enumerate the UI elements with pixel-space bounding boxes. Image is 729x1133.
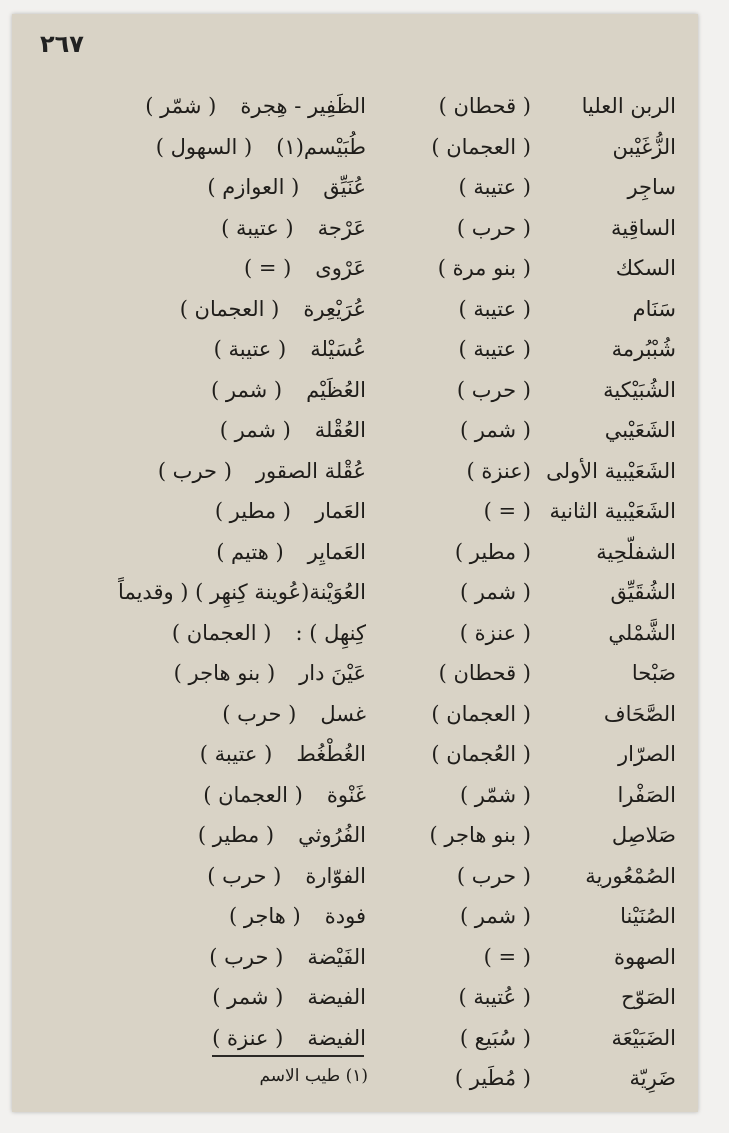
list-item — [346, 491, 676, 532]
tribe-name: ( بنو هاجر ) — [429, 823, 531, 848]
list-item — [346, 248, 676, 289]
place-name: الشَعَيْبية الأولى — [546, 458, 676, 483]
tribe-name: ( شمر ) — [219, 418, 291, 443]
place-name: الشفلّحِية — [596, 539, 676, 564]
tribe-name: ( عتيبة ) — [199, 742, 273, 767]
place-name: العُظَيْم — [306, 377, 366, 402]
place-name: صَلاصِل — [611, 823, 676, 848]
list-item — [26, 977, 366, 1018]
place-name: الصَّحَاف — [603, 701, 676, 726]
place-name: الصهوة — [614, 944, 676, 969]
tribe-name: ( شمر ) — [459, 418, 531, 443]
place-name: ضَرِيّة — [629, 1066, 676, 1091]
place-name: عَيْنَ دار — [299, 661, 366, 686]
tribe-name: ( قحطان ) — [438, 94, 531, 119]
right-column — [346, 86, 676, 1099]
list-item — [346, 1058, 676, 1099]
place-name: الفيضة — [307, 1025, 366, 1050]
tribe-name: ( العجمان ) — [431, 134, 531, 159]
place-name: عُقْلة الصقور — [255, 458, 366, 483]
place-name: غَنْوة — [326, 782, 366, 807]
tribe-name: ( حرب ) — [207, 863, 282, 888]
list-item — [346, 167, 676, 208]
place-name: فودة — [324, 904, 366, 929]
list-item — [26, 613, 366, 654]
tribe-name: ( عتيبة ) — [213, 337, 287, 362]
place-name: العُقْلة — [314, 418, 366, 443]
place-name: الشُقَيِّق — [610, 580, 676, 605]
tribe-name: ( السهول ) — [155, 134, 253, 159]
place-name: الغُطْغُط — [296, 742, 366, 767]
list-item — [26, 572, 366, 613]
place-name: الصُمْعُورية — [585, 863, 676, 888]
tribe-name: ( عتيبة ) — [458, 175, 531, 200]
place-name: عُرَيْعِرة — [303, 296, 366, 321]
list-item — [346, 613, 676, 654]
place-name: الشَعَيْبي — [604, 418, 676, 443]
footnote-separator — [212, 1055, 364, 1057]
tribe-name: ( سُبَيع ) — [459, 1025, 531, 1050]
list-item — [346, 775, 676, 816]
place-name: الصَفْرا — [617, 782, 676, 807]
tribe-name: (عنزة ) — [466, 458, 531, 483]
place-name: غسل — [320, 701, 366, 726]
list-item — [346, 856, 676, 897]
list-item — [26, 208, 366, 249]
place-name: الشَّمْلي — [608, 620, 676, 645]
tribe-name: ( عُتيبة ) — [458, 985, 531, 1010]
list-item — [346, 977, 676, 1018]
list-item — [26, 248, 366, 289]
place-name: الفَيْضة — [307, 944, 366, 969]
place-name: الظَفِير - هِجرة — [240, 94, 366, 119]
place-name: السكك — [615, 256, 676, 281]
list-item — [346, 896, 676, 937]
place-name: الساقِية — [611, 215, 676, 240]
place-name: ساجِر — [627, 175, 676, 200]
place-name: العَمايِر — [307, 539, 366, 564]
list-item — [26, 815, 366, 856]
list-item — [26, 532, 366, 573]
tribe-name: ( مُطَير ) — [454, 1066, 531, 1091]
place-name: الفوّارة — [305, 863, 366, 888]
place-name: عَرْجة — [317, 215, 366, 240]
list-item — [26, 856, 366, 897]
book-page — [12, 14, 698, 1112]
list-item — [346, 289, 676, 330]
place-name: الربن العليا — [581, 94, 676, 119]
tribe-name: ( بنو هاجر ) — [173, 661, 276, 686]
list-item — [26, 896, 366, 937]
tribe-name: ( = ) — [243, 256, 292, 281]
list-item — [346, 532, 676, 573]
list-item — [26, 370, 366, 411]
list-item — [26, 653, 366, 694]
place-name: الضَبَيْعَة — [611, 1025, 676, 1050]
list-item — [346, 329, 676, 370]
list-item — [26, 451, 366, 492]
list-item — [346, 127, 676, 168]
tribe-name: ( مطير ) — [214, 499, 291, 524]
place-name: الفيضة — [307, 985, 366, 1010]
list-item — [26, 329, 366, 370]
place-name: الشُبَيْكية — [603, 377, 676, 402]
list-item — [346, 815, 676, 856]
tribe-name: ( العُجمان ) — [431, 742, 531, 767]
tribe-name: ( شمر ) — [459, 580, 531, 605]
tribe-name: ( هاجر ) — [228, 904, 301, 929]
place-name: عَرْوى — [315, 256, 366, 281]
tribe-name: ( العجمان ) — [179, 296, 280, 321]
tribe-name: ( عنزة ) — [212, 1025, 284, 1050]
tribe-name: ( = ) — [483, 499, 531, 524]
page-number: ٢٦٧ — [40, 30, 84, 58]
list-item — [26, 491, 366, 532]
list-item — [346, 451, 676, 492]
place-name: العُوَيْنة(عُوينة كِنهِر ) ( وقديماً — [118, 580, 366, 605]
list-item — [26, 289, 366, 330]
list-item — [346, 694, 676, 735]
place-name: الصُنَيْنا — [620, 904, 676, 929]
list-item — [26, 127, 366, 168]
tribe-name: ( حرب ) — [456, 215, 531, 240]
place-name: عُسَيْلة — [310, 337, 366, 362]
place-name: العَمار — [314, 499, 366, 524]
tribe-name: ( حرب ) — [157, 458, 232, 483]
place-name: شُبْبُرمة — [611, 337, 676, 362]
tribe-name: ( العجمان ) — [171, 620, 272, 645]
place-name: الصَوّح — [621, 985, 676, 1010]
list-item — [26, 734, 366, 775]
place-name: عُنَيِّق — [323, 175, 366, 200]
tribe-name: ( عنزة ) — [459, 620, 531, 645]
tribe-name: ( العوازم ) — [207, 175, 300, 200]
tribe-name: ( شمر ) — [459, 904, 531, 929]
place-name: الشَعَيْبية الثانية — [549, 499, 676, 524]
list-item — [26, 694, 366, 735]
tribe-name: ( شمّر ) — [145, 94, 217, 119]
list-item — [346, 572, 676, 613]
list-item — [346, 653, 676, 694]
list-item — [26, 1018, 366, 1059]
place-name: صَبْحا — [631, 661, 676, 686]
list-item — [346, 208, 676, 249]
tribe-name: ( شمر ) — [211, 377, 283, 402]
tribe-name: ( شمر ) — [212, 985, 284, 1010]
list-item — [346, 370, 676, 411]
tribe-name: ( عتيبة ) — [458, 296, 531, 321]
place-name: الفُرُوثي — [298, 823, 366, 848]
tribe-name: ( العجمان ) — [203, 782, 303, 807]
place-name: طُبَيْسم(١) — [276, 134, 366, 159]
list-item — [346, 937, 676, 978]
place-name: كِنهِل ) : — [295, 620, 366, 645]
tribe-name: ( = ) — [483, 944, 531, 969]
tribe-name: ( هتيم ) — [216, 539, 284, 564]
left-column — [26, 86, 366, 1058]
list-item — [26, 410, 366, 451]
list-item — [346, 410, 676, 451]
place-name: الزُّغَيْبن — [612, 134, 676, 159]
list-item — [346, 734, 676, 775]
tribe-name: ( مطير ) — [197, 823, 275, 848]
tribe-name: ( حرب ) — [222, 701, 297, 726]
footnote: (١) طيب الاسم — [259, 1066, 368, 1086]
place-name: الصرّار — [617, 742, 676, 767]
list-item — [346, 86, 676, 127]
tribe-name: ( حرب ) — [209, 944, 284, 969]
tribe-name: ( عتيبة ) — [458, 337, 531, 362]
tribe-name: ( العجمان ) — [431, 701, 531, 726]
tribe-name: ( مطير ) — [454, 539, 531, 564]
tribe-name: ( حرب ) — [456, 863, 531, 888]
list-item — [26, 937, 366, 978]
tribe-name: ( حرب ) — [456, 377, 531, 402]
tribe-name: ( عتيبة ) — [221, 215, 294, 240]
list-item — [26, 775, 366, 816]
place-name: سَنَام — [632, 296, 676, 321]
list-item — [26, 167, 366, 208]
list-item — [346, 1018, 676, 1059]
list-item — [26, 86, 366, 127]
tribe-name: ( شمّر ) — [459, 782, 531, 807]
tribe-name: ( بنو مرة ) — [437, 256, 531, 281]
tribe-name: ( قحطان ) — [438, 661, 531, 686]
